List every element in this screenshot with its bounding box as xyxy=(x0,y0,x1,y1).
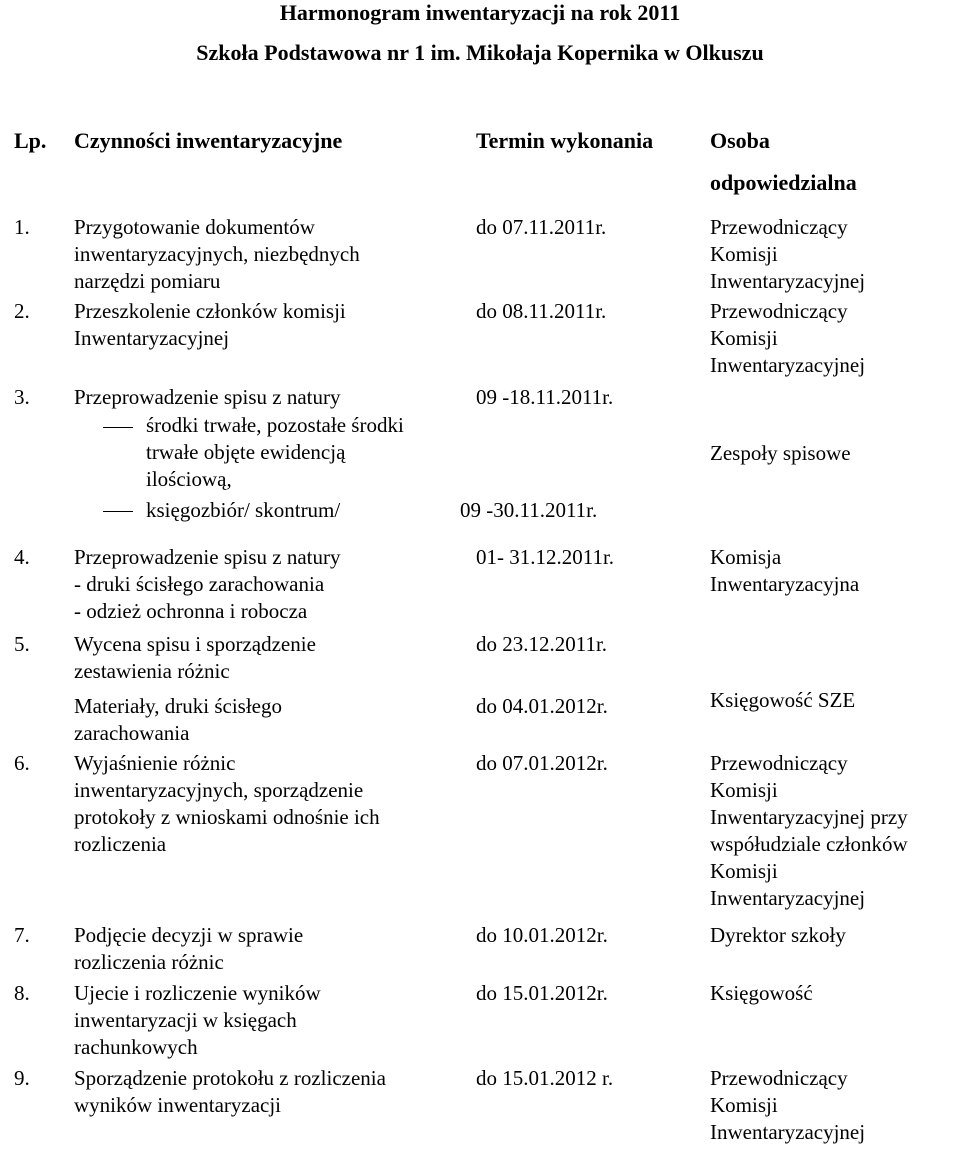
row-activity: Sporządzenie protokołu z rozliczenia wyników inwentaryzacji xyxy=(74,1066,386,1117)
row-responsible: Księgowość SZE xyxy=(710,688,856,712)
row-number: 8. xyxy=(14,981,30,1005)
row-activity: Wyjaśnienie różnic inwentaryzacyjnych, sporządzenie protokoły z wnioskami odnośnie ich rozliczenia xyxy=(74,751,380,856)
row-responsible: Przewodniczący Komisji Inwentaryzacyjnej xyxy=(710,215,866,293)
row-date: do 08.11.2011r. xyxy=(476,299,607,323)
header-activities: Czynności inwentaryzacyjne xyxy=(74,128,343,153)
row-activity: Przygotowanie dokumentów inwentaryzacyjnych, niezbędnych narzędzi pomiaru xyxy=(74,215,360,293)
document-subtitle: Szkoła Podstawowa nr 1 im. Mikołaja Kopernika w Olkuszu xyxy=(196,40,764,65)
row-activity: Przeprowadzenie spisu z natury - druki ścisłego zarachowania - odzież ochronna i robocza xyxy=(74,545,341,623)
row-date: do 15.01.2012 r. xyxy=(476,1066,614,1090)
row-sub-item: księgozbiór/ skontrum/ xyxy=(146,498,341,522)
dash-bullet xyxy=(103,427,133,428)
row-number: 2. xyxy=(14,299,30,323)
row-date: do 07.01.2012r. xyxy=(476,751,608,775)
header-responsible-2: odpowiedzialna xyxy=(710,170,857,195)
row-sub-date: do 04.01.2012r. xyxy=(476,694,608,718)
row-number: 7. xyxy=(14,923,30,947)
row-number: 5. xyxy=(14,632,30,656)
row-responsible: Przewodniczący Komisji Inwentaryzacyjnej przy współudziale członków Komisji Inwentaryzacyjnej xyxy=(710,751,908,910)
row-sub-item: środki trwałe, pozostałe środki trwałe objęte ewidencją ilościową, xyxy=(146,413,404,491)
row-activity: Przeprowadzenie spisu z natury xyxy=(74,385,341,409)
row-activity: Wycena spisu i sporządzenie zestawienia różnic xyxy=(74,632,316,683)
row-responsible: Dyrektor szkoły xyxy=(710,923,846,947)
row-responsible: Przewodniczący Komisji Inwentaryzacyjnej xyxy=(710,299,866,377)
header-responsible: Osoba xyxy=(710,128,770,153)
row-date: do 23.12.2011r. xyxy=(476,632,608,656)
row-sub-activity: Materiały, druki ścisłego zarachowania xyxy=(74,694,283,745)
header-deadline: Termin wykonania xyxy=(476,128,654,153)
row-activity: Ujecie i rozliczenie wyników inwentaryzacji w księgach rachunkowych xyxy=(74,981,321,1059)
row-date: do 15.01.2012r. xyxy=(476,981,608,1005)
row-number: 1. xyxy=(14,215,30,239)
row-number: 6. xyxy=(14,751,30,775)
row-responsible: Zespoły spisowe xyxy=(710,441,851,465)
row-responsible: Księgowość xyxy=(710,981,813,1005)
row-number: 4. xyxy=(14,545,30,569)
row-date: do 07.11.2011r. xyxy=(476,215,607,239)
row-responsible: Przewodniczący Komisji Inwentaryzacyjnej xyxy=(710,1066,866,1144)
row-date: 09 -30.11.2011r. xyxy=(460,498,598,522)
row-date: 01- 31.12.2011r. xyxy=(476,545,615,569)
row-responsible: Komisja Inwentaryzacyjna xyxy=(710,545,860,596)
row-date: 09 -18.11.2011r. xyxy=(476,385,614,409)
row-number: 9. xyxy=(14,1066,30,1090)
document-title: Harmonogram inwentaryzacji na rok 2011 xyxy=(279,0,681,25)
row-activity: Przeszkolenie członków komisji Inwentaryzacyjnej xyxy=(74,299,346,350)
row-number: 3. xyxy=(14,385,30,409)
header-lp: Lp. xyxy=(14,128,47,153)
row-activity: Podjęcie decyzji w sprawie rozliczenia różnic xyxy=(74,923,304,974)
dash-bullet xyxy=(103,511,133,512)
row-date: do 10.01.2012r. xyxy=(476,923,608,947)
